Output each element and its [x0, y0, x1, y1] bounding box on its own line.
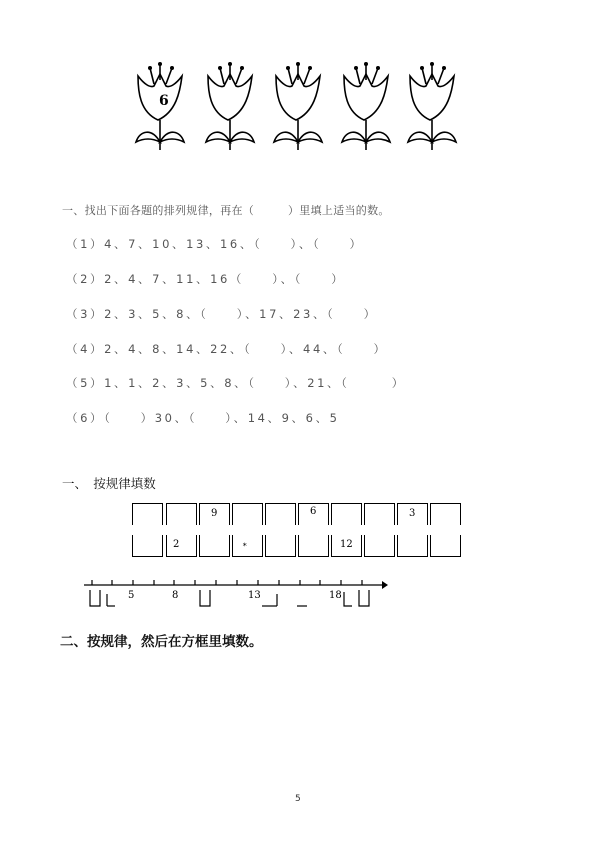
numberline-label: 13 [248, 590, 261, 601]
question-2: （2）2、4、7、11、16（ ）、（ ） [66, 272, 346, 286]
grid-number: 2 [173, 539, 180, 550]
tulip-drawing [402, 62, 464, 162]
tulip-drawing [268, 62, 330, 162]
grid-mark: ∗ [242, 540, 248, 549]
question-4: （4）2、4、8、14、22、（ ）、44、（ ） [66, 342, 388, 356]
grid-box[interactable] [232, 503, 263, 525]
tulip-2 [200, 62, 262, 162]
section1-title: 一、找出下面各题的排列规律，再在（ ）里填上适当的数。 [62, 204, 390, 217]
grid-box[interactable] [132, 535, 163, 557]
tulip-drawing [130, 62, 192, 162]
section2-title: 一、 按规律填数 [62, 476, 156, 491]
question-6: （6）（ ）30、（ ）、14、9、6、5 [66, 411, 340, 425]
tulip-4 [336, 62, 398, 162]
tulip-5 [402, 62, 464, 162]
grid-box [166, 535, 197, 557]
grid-box[interactable] [265, 535, 296, 557]
question-5: （5）1、1、2、3、5、8、（ ）、21、（ ） [66, 376, 406, 390]
numberline-label: 8 [172, 590, 179, 601]
grid-number: 12 [340, 539, 353, 550]
tulip-drawing [336, 62, 398, 162]
grid-number: 3 [409, 508, 416, 519]
grid-box[interactable] [331, 503, 362, 525]
question-3: （3）2、3、5、8、（ ）、17、23、（ ） [66, 307, 378, 321]
grid-box [232, 535, 263, 557]
tulip-1 [130, 62, 192, 162]
grid-number: 6 [310, 506, 317, 517]
grid-box[interactable] [265, 503, 296, 525]
page-number: 5 [295, 794, 301, 804]
grid-box[interactable] [430, 503, 461, 525]
numberline-label: 5 [128, 590, 135, 601]
grid-box[interactable] [199, 535, 230, 557]
grid-number: 9 [211, 508, 218, 519]
section3-title: 二、按规律，然后在方框里填数。 [60, 634, 263, 650]
grid-box[interactable] [298, 535, 329, 557]
tulip-number: 6 [159, 93, 169, 109]
tulip-3 [268, 62, 330, 162]
grid-box[interactable] [397, 535, 428, 557]
grid-box[interactable] [364, 535, 395, 557]
grid-box[interactable] [132, 503, 163, 525]
numberline-label: 18 [329, 590, 342, 601]
tulip-drawing [200, 62, 262, 162]
grid-box[interactable] [430, 535, 461, 557]
grid-box[interactable] [364, 503, 395, 525]
grid-box[interactable] [166, 503, 197, 525]
tulip-row [130, 62, 465, 162]
question-1: （1）4、7、10、13、16、（ ）、（ ） [66, 237, 364, 251]
